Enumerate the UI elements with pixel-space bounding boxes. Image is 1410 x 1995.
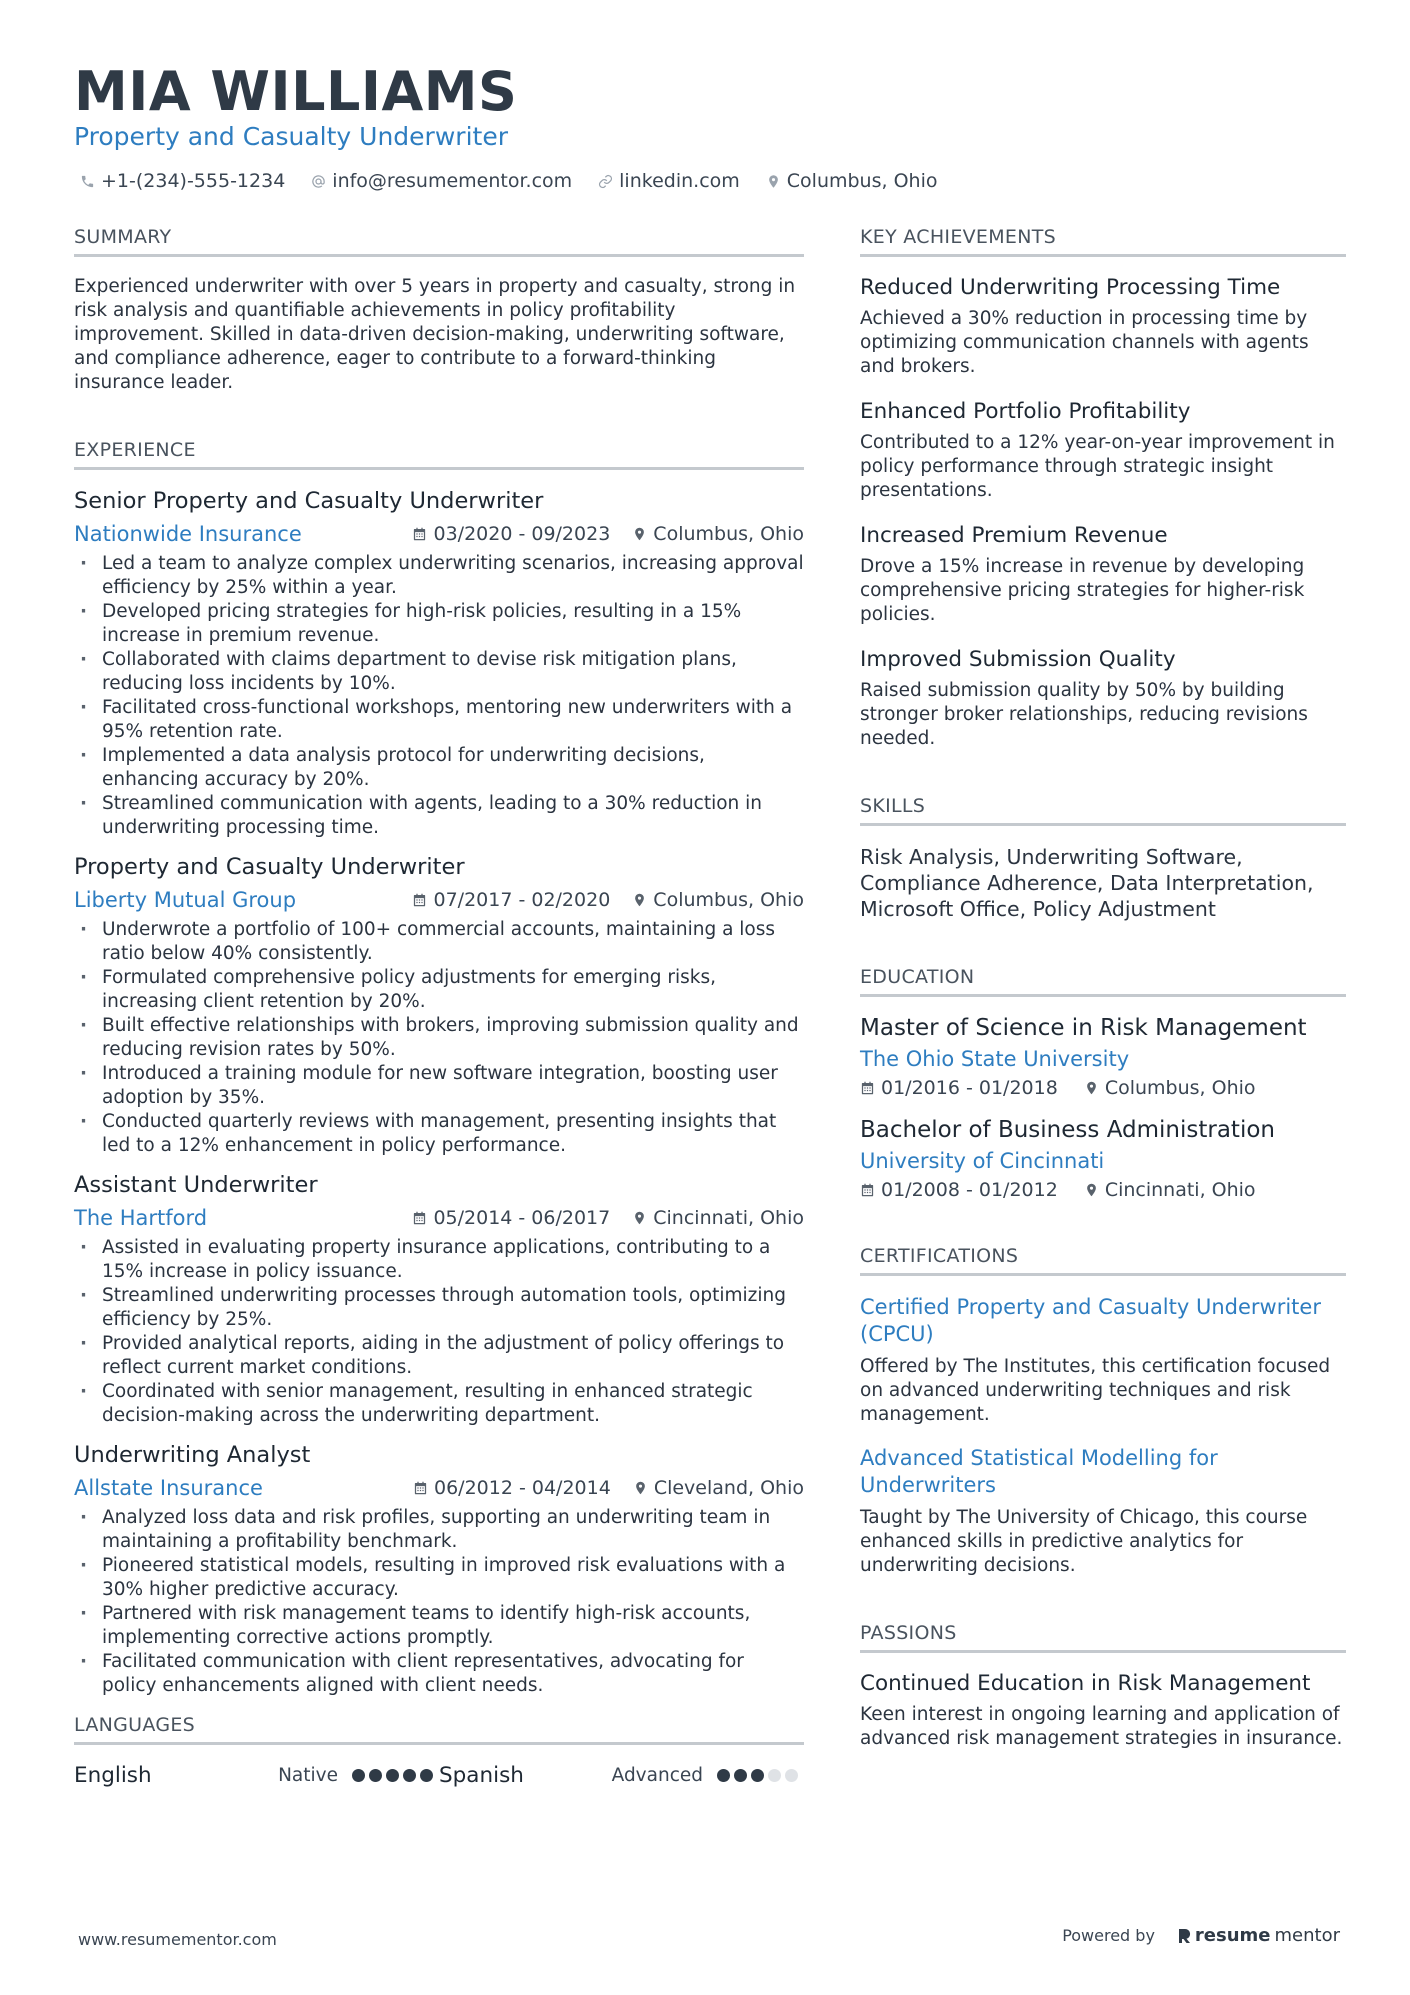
job-bullets	[74, 1506, 804, 1698]
achievement-title: Reduced Underwriting Processing Time	[860, 275, 1281, 300]
candidate-title: Property and Casualty Underwriter	[74, 122, 508, 151]
job-meta	[74, 522, 804, 546]
job-dates: 06/2012 - 04/2014	[434, 1477, 611, 1499]
edu-dates: 01/2008 - 01/2012	[881, 1179, 1058, 1201]
education-list	[860, 1015, 1346, 1201]
job-meta	[74, 1206, 804, 1230]
certifications-heading: CERTIFICATIONS	[860, 1245, 1346, 1276]
certification-desc: Taught by The University of Chicago, this course enhanced skills in predictive analytics for underwriting decisions.	[860, 1507, 1308, 1576]
job-bullet: · Analyzed loss data and risk profiles, supporting an underwriting team in maintaining a profitability benchmark.	[74, 1506, 804, 1554]
job-entry	[74, 854, 804, 1158]
language-name: Spanish	[439, 1763, 524, 1788]
achievement-item	[860, 647, 1346, 751]
job-location: Cincinnati, Ohio	[653, 1207, 804, 1229]
location-pin-icon	[632, 1210, 647, 1226]
job-bullet: · Facilitated cross-functional workshops, mentoring new underwriters with a 95% retention rate.	[74, 696, 804, 744]
education-item	[860, 1117, 1346, 1201]
certification-item	[860, 1294, 1346, 1427]
language-rating	[352, 1769, 433, 1782]
degree: Bachelor of Business Administration	[860, 1117, 1275, 1143]
brand-mark-icon	[1177, 1928, 1191, 1944]
languages-section	[74, 1714, 804, 1788]
achievement-item	[860, 523, 1346, 627]
rating-dot	[751, 1769, 764, 1782]
job-entry	[74, 1442, 804, 1698]
phone-text: +1-(234)-555-1234	[101, 170, 286, 192]
calendar-icon	[412, 892, 427, 908]
location-pin-icon	[632, 892, 647, 908]
job-title: Property and Casualty Underwriter	[74, 854, 465, 880]
company-name: Nationwide Insurance	[74, 522, 302, 546]
passion-desc: Keen interest in ongoing learning and application of advanced risk management strategies in insurance.	[860, 1704, 1343, 1749]
job-bullet: · Partnered with risk management teams to identify high-risk accounts, implementing corrective actions promptly.	[74, 1602, 804, 1650]
passions-heading: PASSIONS	[860, 1622, 1346, 1653]
job-dates: 05/2014 - 06/2017	[433, 1207, 611, 1229]
experience-list	[74, 488, 804, 1698]
job-meta	[74, 888, 804, 912]
certification-item	[860, 1445, 1346, 1578]
job-title: Assistant Underwriter	[74, 1172, 318, 1198]
achievement-item	[860, 275, 1346, 379]
school: University of Cincinnati	[860, 1149, 1105, 1173]
at-icon	[311, 174, 326, 189]
contact-phone[interactable]	[80, 170, 285, 192]
job-bullet: · Provided analytical reports, aiding in the adjustment of policy offerings to reflect current market conditions.	[74, 1332, 804, 1380]
experience-heading: EXPERIENCE	[74, 439, 804, 470]
phone-icon	[80, 174, 95, 189]
company-name: Liberty Mutual Group	[74, 888, 297, 912]
job-bullet: · Built effective relationships with brokers, improving submission quality and reducing revision rates by 50%.	[74, 1014, 804, 1062]
job-bullets	[74, 1236, 804, 1428]
company-name: Allstate Insurance	[74, 1476, 263, 1500]
achievement-desc: Drove a 15% increase in revenue by developing comprehensive pricing strategies for higher-risk policies.	[860, 556, 1305, 625]
job-bullet: · Implemented a data analysis protocol for underwriting decisions, enhancing accuracy by 20%.	[74, 744, 804, 792]
edu-location: Columbus, Ohio	[1104, 1077, 1256, 1099]
language-item	[439, 1763, 804, 1788]
job-location: Columbus, Ohio	[653, 523, 804, 545]
rating-dot	[386, 1769, 399, 1782]
job-bullet: · Collaborated with claims department to devise risk mitigation plans, reducing loss incidents by 10%.	[74, 648, 804, 696]
job-bullet: · Streamlined communication with agents, leading to a 30% reduction in underwriting processing time.	[74, 792, 804, 840]
edu-dates: 01/2016 - 01/2018	[881, 1077, 1058, 1099]
achievement-title: Improved Submission Quality	[860, 647, 1176, 672]
education-heading: EDUCATION	[860, 966, 1346, 997]
job-dates: 07/2017 - 02/2020	[433, 889, 611, 911]
rating-dot	[768, 1769, 781, 1782]
job-bullet: · Assisted in evaluating property insurance applications, contributing to a 15% increase in policy issuance.	[74, 1236, 804, 1284]
rating-dot	[785, 1769, 798, 1782]
skills-heading: SKILLS	[860, 795, 1346, 826]
rating-dot	[369, 1769, 382, 1782]
location-pin-icon	[766, 174, 781, 189]
candidate-name: MIA WILLIAMS	[74, 60, 518, 123]
achievement-title: Increased Premium Revenue	[860, 523, 1168, 548]
certifications-list	[860, 1294, 1346, 1578]
job-bullet: · Pioneered statistical models, resulting in improved risk evaluations with a 30% higher predictive accuracy.	[74, 1554, 804, 1602]
rating-dot	[717, 1769, 730, 1782]
contact-location	[766, 170, 938, 192]
job-location: Columbus, Ohio	[653, 889, 804, 911]
edu-location: Cincinnati, Ohio	[1104, 1179, 1256, 1201]
job-title: Senior Property and Casualty Underwriter	[74, 488, 544, 514]
language-rating	[717, 1769, 798, 1782]
brand-logo[interactable]	[1177, 1925, 1340, 1946]
link-icon	[598, 174, 613, 189]
linkedin-text: linkedin.com	[619, 170, 740, 192]
location-pin-icon	[633, 1480, 648, 1496]
rating-dot	[403, 1769, 416, 1782]
right-column	[860, 226, 1346, 1751]
language-level: Advanced	[611, 1765, 703, 1786]
calendar-icon	[860, 1080, 875, 1096]
job-dates: 03/2020 - 09/2023	[433, 523, 611, 545]
calendar-icon	[412, 1210, 427, 1226]
job-location: Cleveland, Ohio	[653, 1477, 804, 1499]
job-meta	[74, 1476, 804, 1500]
certification-desc: Offered by The Institutes, this certification focused on advanced underwriting techniques and risk management.	[860, 1356, 1331, 1425]
achievement-desc: Raised submission quality by 50% by building stronger broker relationships, reducing revisions needed.	[860, 680, 1308, 749]
rating-dot	[420, 1769, 433, 1782]
footer-brand	[1062, 1925, 1340, 1946]
achievements-list	[860, 275, 1346, 751]
education-item	[860, 1015, 1346, 1099]
languages-list	[74, 1763, 804, 1788]
brand-light: mentor	[1274, 1925, 1340, 1946]
achievement-desc: Contributed to a 12% year-on-year improvement in policy performance through strategic insight presentations.	[860, 432, 1335, 501]
location-pin-icon	[1084, 1080, 1099, 1096]
job-bullet: · Developed pricing strategies for high-risk policies, resulting in a 15% increase in premium revenue.	[74, 600, 804, 648]
skills-text: Risk Analysis, Underwriting Software, Compliance Adherence, Data Interpretation, Microsoft Office, Policy Adjustment	[860, 845, 1314, 921]
achievements-heading: KEY ACHIEVEMENTS	[860, 226, 1346, 257]
location-pin-icon	[632, 526, 647, 542]
job-bullets	[74, 552, 804, 840]
job-bullet: · Coordinated with senior management, resulting in enhanced strategic decision-making across the underwriting department.	[74, 1380, 804, 1428]
summary-text: Experienced underwriter with over 5 years in property and casualty, strong in risk analysis and quantifiable achievements in policy profitability improvement. Skilled in data-driven decision-making, underwriting software, and compliance adherence, eager to contribute to a forward-thinking insurance leader.	[74, 276, 796, 393]
rating-dot	[352, 1769, 365, 1782]
calendar-icon	[413, 1480, 428, 1496]
languages-heading: LANGUAGES	[74, 1714, 804, 1745]
job-entry	[74, 488, 804, 840]
job-bullets	[74, 918, 804, 1158]
job-entry	[74, 1172, 804, 1428]
powered-by-text: Powered by	[1062, 1926, 1155, 1945]
achievement-desc: Achieved a 30% reduction in processing time by optimizing communication channels with agents and brokers.	[860, 308, 1309, 377]
left-column	[74, 226, 804, 1788]
job-bullet: · Led a team to analyze complex underwriting scenarios, increasing approval efficiency by 25% within a year.	[74, 552, 804, 600]
location-pin-icon	[1084, 1182, 1099, 1198]
rating-dot	[734, 1769, 747, 1782]
job-bullet: · Conducted quarterly reviews with management, presenting insights that led to a 12% enhancement in policy performance.	[74, 1110, 804, 1158]
achievement-item	[860, 399, 1346, 503]
language-name: English	[74, 1763, 152, 1788]
school: The Ohio State University	[860, 1047, 1130, 1071]
language-level: Native	[278, 1765, 338, 1786]
degree: Master of Science in Risk Management	[860, 1015, 1307, 1041]
contact-email[interactable]	[311, 170, 572, 192]
job-title: Underwriting Analyst	[74, 1442, 311, 1468]
job-bullet: · Formulated comprehensive policy adjustments for emerging risks, increasing client retention by 20%.	[74, 966, 804, 1014]
job-bullet: · Streamlined underwriting processes through automation tools, optimizing efficiency by 25%.	[74, 1284, 804, 1332]
job-bullet: · Underwrote a portfolio of 100+ commercial accounts, maintaining a loss ratio below 40% consistently.	[74, 918, 804, 966]
summary-heading: SUMMARY	[74, 226, 804, 257]
footer-website[interactable]: www.resumementor.com	[78, 1930, 277, 1949]
brand-bold: resume	[1194, 1925, 1271, 1946]
company-name: The Hartford	[74, 1206, 208, 1230]
location-text: Columbus, Ohio	[786, 170, 938, 192]
contact-bar	[80, 170, 937, 192]
language-item	[74, 1763, 439, 1788]
certification-title[interactable]: Advanced Statistical Modelling for Underwriters	[860, 1446, 1218, 1497]
calendar-icon	[860, 1182, 875, 1198]
calendar-icon	[412, 526, 427, 542]
certification-title[interactable]: Certified Property and Casualty Underwriter (CPCU)	[860, 1295, 1321, 1346]
email-text: info@resumementor.com	[332, 170, 573, 192]
job-bullet: · Introduced a training module for new software integration, boosting user adoption by 35%.	[74, 1062, 804, 1110]
achievement-title: Enhanced Portfolio Profitability	[860, 399, 1191, 424]
job-bullet: · Facilitated communication with client representatives, advocating for policy enhancements aligned with client needs.	[74, 1650, 804, 1698]
contact-linkedin[interactable]	[598, 170, 740, 192]
passion-title: Continued Education in Risk Management	[860, 1671, 1311, 1696]
